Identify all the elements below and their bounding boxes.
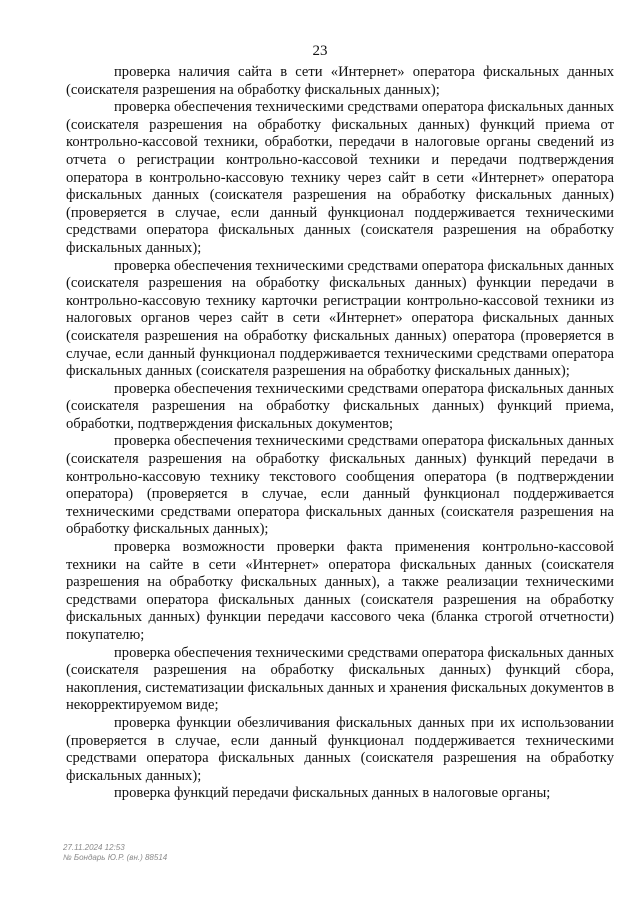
paragraph-4: проверка обеспечения техническими средствами оператора фискальных данных (соискателя разрешения на обработку фискальных данных) функций приема, обработки, подтверждения фискальных документов;: [66, 380, 614, 432]
document-body: [66, 64, 614, 803]
footer-stamp: [63, 843, 167, 863]
paragraph-2: проверка обеспечения техническими средствами оператора фискальных данных (соискателя разрешения на обработку фискальных данных) функций приема от контрольно-кассовой техники, обработки, передачи в налоговые органы сведений из отчета о регистрации контрольно-кассовой техники и передачи подтверждения оператора в контрольно-кассовую технику через сайт в сети «Интернет» оператора фискальных данных (соискателя разрешения на обработку фискальных данных) (проверяется в случае, если данный функционал поддерживается техническими средствами оператора фискальных данных (соискателя разрешения на обработку фискальных данных);: [66, 99, 614, 256]
paragraph-8: проверка функции обезличивания фискальных данных при их использовании (проверяется в случае, если данный функционал поддерживается техническими средствами оператора фискальных данных (соискателя разрешения на обработку фискальных данных);: [66, 714, 614, 784]
footer-author: № Бондарь Ю.Р. (вн.) 88514: [63, 853, 168, 862]
paragraph-1: проверка наличия сайта в сети «Интернет» оператора фискальных данных (соискателя разрешения на обработку фискальных данных);: [66, 64, 614, 98]
paragraph-5: проверка обеспечения техническими средствами оператора фискальных данных (соискателя разрешения на обработку фискальных данных) функций передачи в контрольно-кассовую технику текстового сообщения оператора (в подтверждении оператора) (проверяется в случае, если данный функционал поддерживается техническими средствами оператора фискальных данных (соискателя разрешения на обработку фискальных данных);: [66, 433, 614, 538]
paragraph-3: проверка обеспечения техническими средствами оператора фискальных данных (соискателя разрешения на обработку фискальных данных) функции передачи в контрольно-кассовую технику карточки регистрации контрольно-кассовой техники из налоговых органов через сайт в сети «Интернет» оператора фискальных данных (соискателя разрешения на обработку фискальных данных) оператора (проверяется в случае, если данный функционал поддерживается техническими средствами оператора фискальных данных (соискателя разрешения на обработку фискальных данных);: [66, 257, 614, 380]
footer-timestamp: 27.11.2024 12:53: [63, 843, 125, 852]
page-number: 23: [312, 43, 328, 59]
paragraph-9: проверка функций передачи фискальных данных в налоговые органы;: [114, 785, 551, 802]
paragraph-6: проверка возможности проверки факта применения контрольно-кассовой техники на сайте в сети «Интернет» оператора фискальных данных (соискателя разрешения на обработку фискальных данных), а также реализации техническими средствами оператора фискальных данных (соискателя разрешения на обработку фискальных данных) функции передачи кассового чека (бланка строгой отчетности) покупателю;: [66, 539, 614, 643]
paragraph-7: проверка обеспечения техническими средствами оператора фискальных данных (соискателя разрешения на обработку фискальных данных) функций сбора, накопления, систематизации фискальных данных и хранения фискальных документов в некорректируемом виде;: [66, 644, 614, 714]
